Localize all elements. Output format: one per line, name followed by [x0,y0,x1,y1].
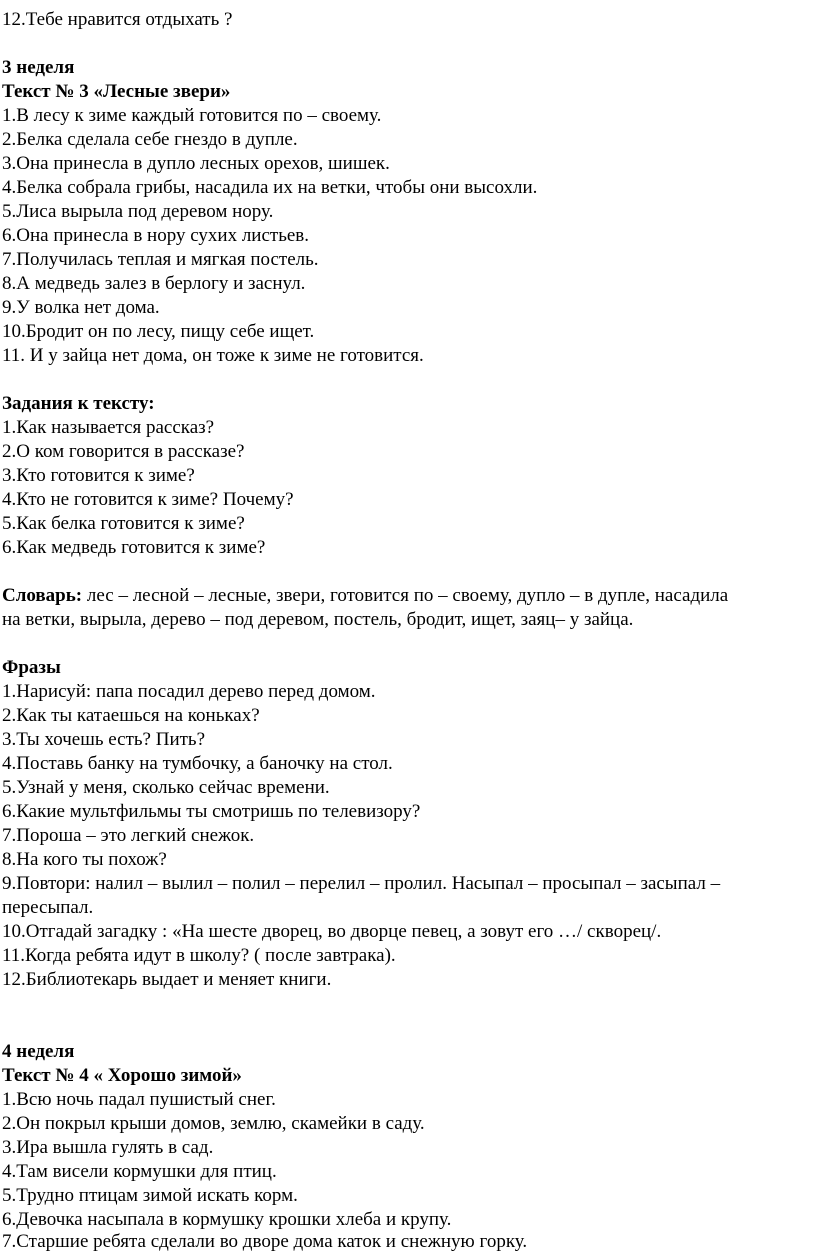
week-4-heading: 4 неделя [2,1041,75,1062]
text-3-line: 4.Белка собрала грибы, насадила их на ветки, чтобы они высохли. [2,177,538,198]
phrase-item: 5.Узнай у меня, сколько сейчас времени. [2,777,330,798]
text-4-line: 2.Он покрыл крыши домов, землю, скамейки в саду. [2,1113,425,1134]
phrase-item: 6.Какие мультфильмы ты смотришь по телевизору? [2,801,421,822]
text-4-line: 6.Девочка насыпала в кормушку крошки хлеба и крупу. [2,1209,452,1230]
week-3-heading: 3 неделя [2,57,75,78]
text-3-line: 3.Она принесла в дупло лесных орехов, шишек. [2,153,390,174]
text-3-line: 2.Белка сделала себе гнездо в дупле. [2,129,298,150]
task-item: 3.Кто готовится к зиме? [2,465,195,486]
task-item: 5.Как белка готовится к зиме? [2,513,245,534]
phrase-item: 2.Как ты катаешься на коньках? [2,705,260,726]
task-item: 4.Кто не готовится к зиме? Почему? [2,489,294,510]
text-3-line: 8.А медведь залез в берлогу и заснул. [2,273,306,294]
task-item: 6.Как медведь готовится к зиме? [2,537,266,558]
text-4-line: 3.Ира вышла гулять в сад. [2,1137,214,1158]
text-3-line: 9.У волка нет дома. [2,297,160,318]
text-3-line: 11. И у зайца нет дома, он тоже к зиме не готовится. [2,345,424,366]
phrase-item: 7.Пороша – это легкий снежок. [2,825,255,846]
task-item: 1.Как называется рассказ? [2,417,215,438]
vocabulary-label: Словарь: [2,585,83,606]
phrases-heading: Фразы [2,657,61,678]
vocabulary-text: лес – лесной – лесные, звери, готовится по – своему, дупло – в дупле, насадила [82,585,729,606]
text-3-line: 6.Она принесла в нору сухих листьев. [2,225,310,246]
text-3-line: 7.Получилась теплая и мягкая постель. [2,249,319,270]
vocabulary-line-2: на ветки, вырыла, дерево – под деревом, постель, бродит, ищет, заяц– у зайца. [2,609,634,630]
phrase-item: пересыпал. [2,897,94,918]
previous-question: 12.Тебе нравится отдыхать ? [2,9,233,30]
text-4-line: 4.Там висели кормушки для птиц. [2,1161,277,1182]
tasks-heading: Задания к тексту: [2,393,155,414]
phrase-item: 10.Отгадай загадку : «На шесте дворец, во дворце певец, а зовут его …/ скворец/. [2,921,662,942]
phrase-item: 1.Нарисуй: папа посадил дерево перед домом. [2,681,376,702]
text-4-title: Текст № 4 « Хорошо зимой» [2,1065,242,1086]
text-3-line: 5.Лиса вырыла под деревом нору. [2,201,274,222]
vocabulary-line [2,584,728,608]
task-item: 2.О ком говорится в рассказе? [2,441,245,462]
text-3-line: 10.Бродит он по лесу, пищу себе ищет. [2,321,315,342]
phrase-item: 8.На кого ты похож? [2,849,167,870]
text-4-line: 1.Всю ночь падал пушистый снег. [2,1089,276,1110]
phrase-item: 11.Когда ребята идут в школу? ( после завтрака). [2,945,396,966]
phrase-item: 4.Поставь банку на тумбочку, а баночку на стол. [2,753,393,774]
text-4-line: 5.Трудно птицам зимой искать корм. [2,1185,298,1206]
text-4-line: 7.Старшие ребята сделали во дворе дома каток и снежную горку. [2,1231,528,1252]
phrase-item: 12.Библиотекарь выдает и меняет книги. [2,969,332,990]
text-3-title: Текст № 3 «Лесные звери» [2,81,231,102]
phrase-item: 9.Повтори: налил – вылил – полил – перелил – пролил. Насыпал – просыпал – засыпал – [2,873,721,894]
text-3-line: 1.В лесу к зиме каждый готовится по – своему. [2,105,382,126]
phrase-item: 3.Ты хочешь есть? Пить? [2,729,206,750]
